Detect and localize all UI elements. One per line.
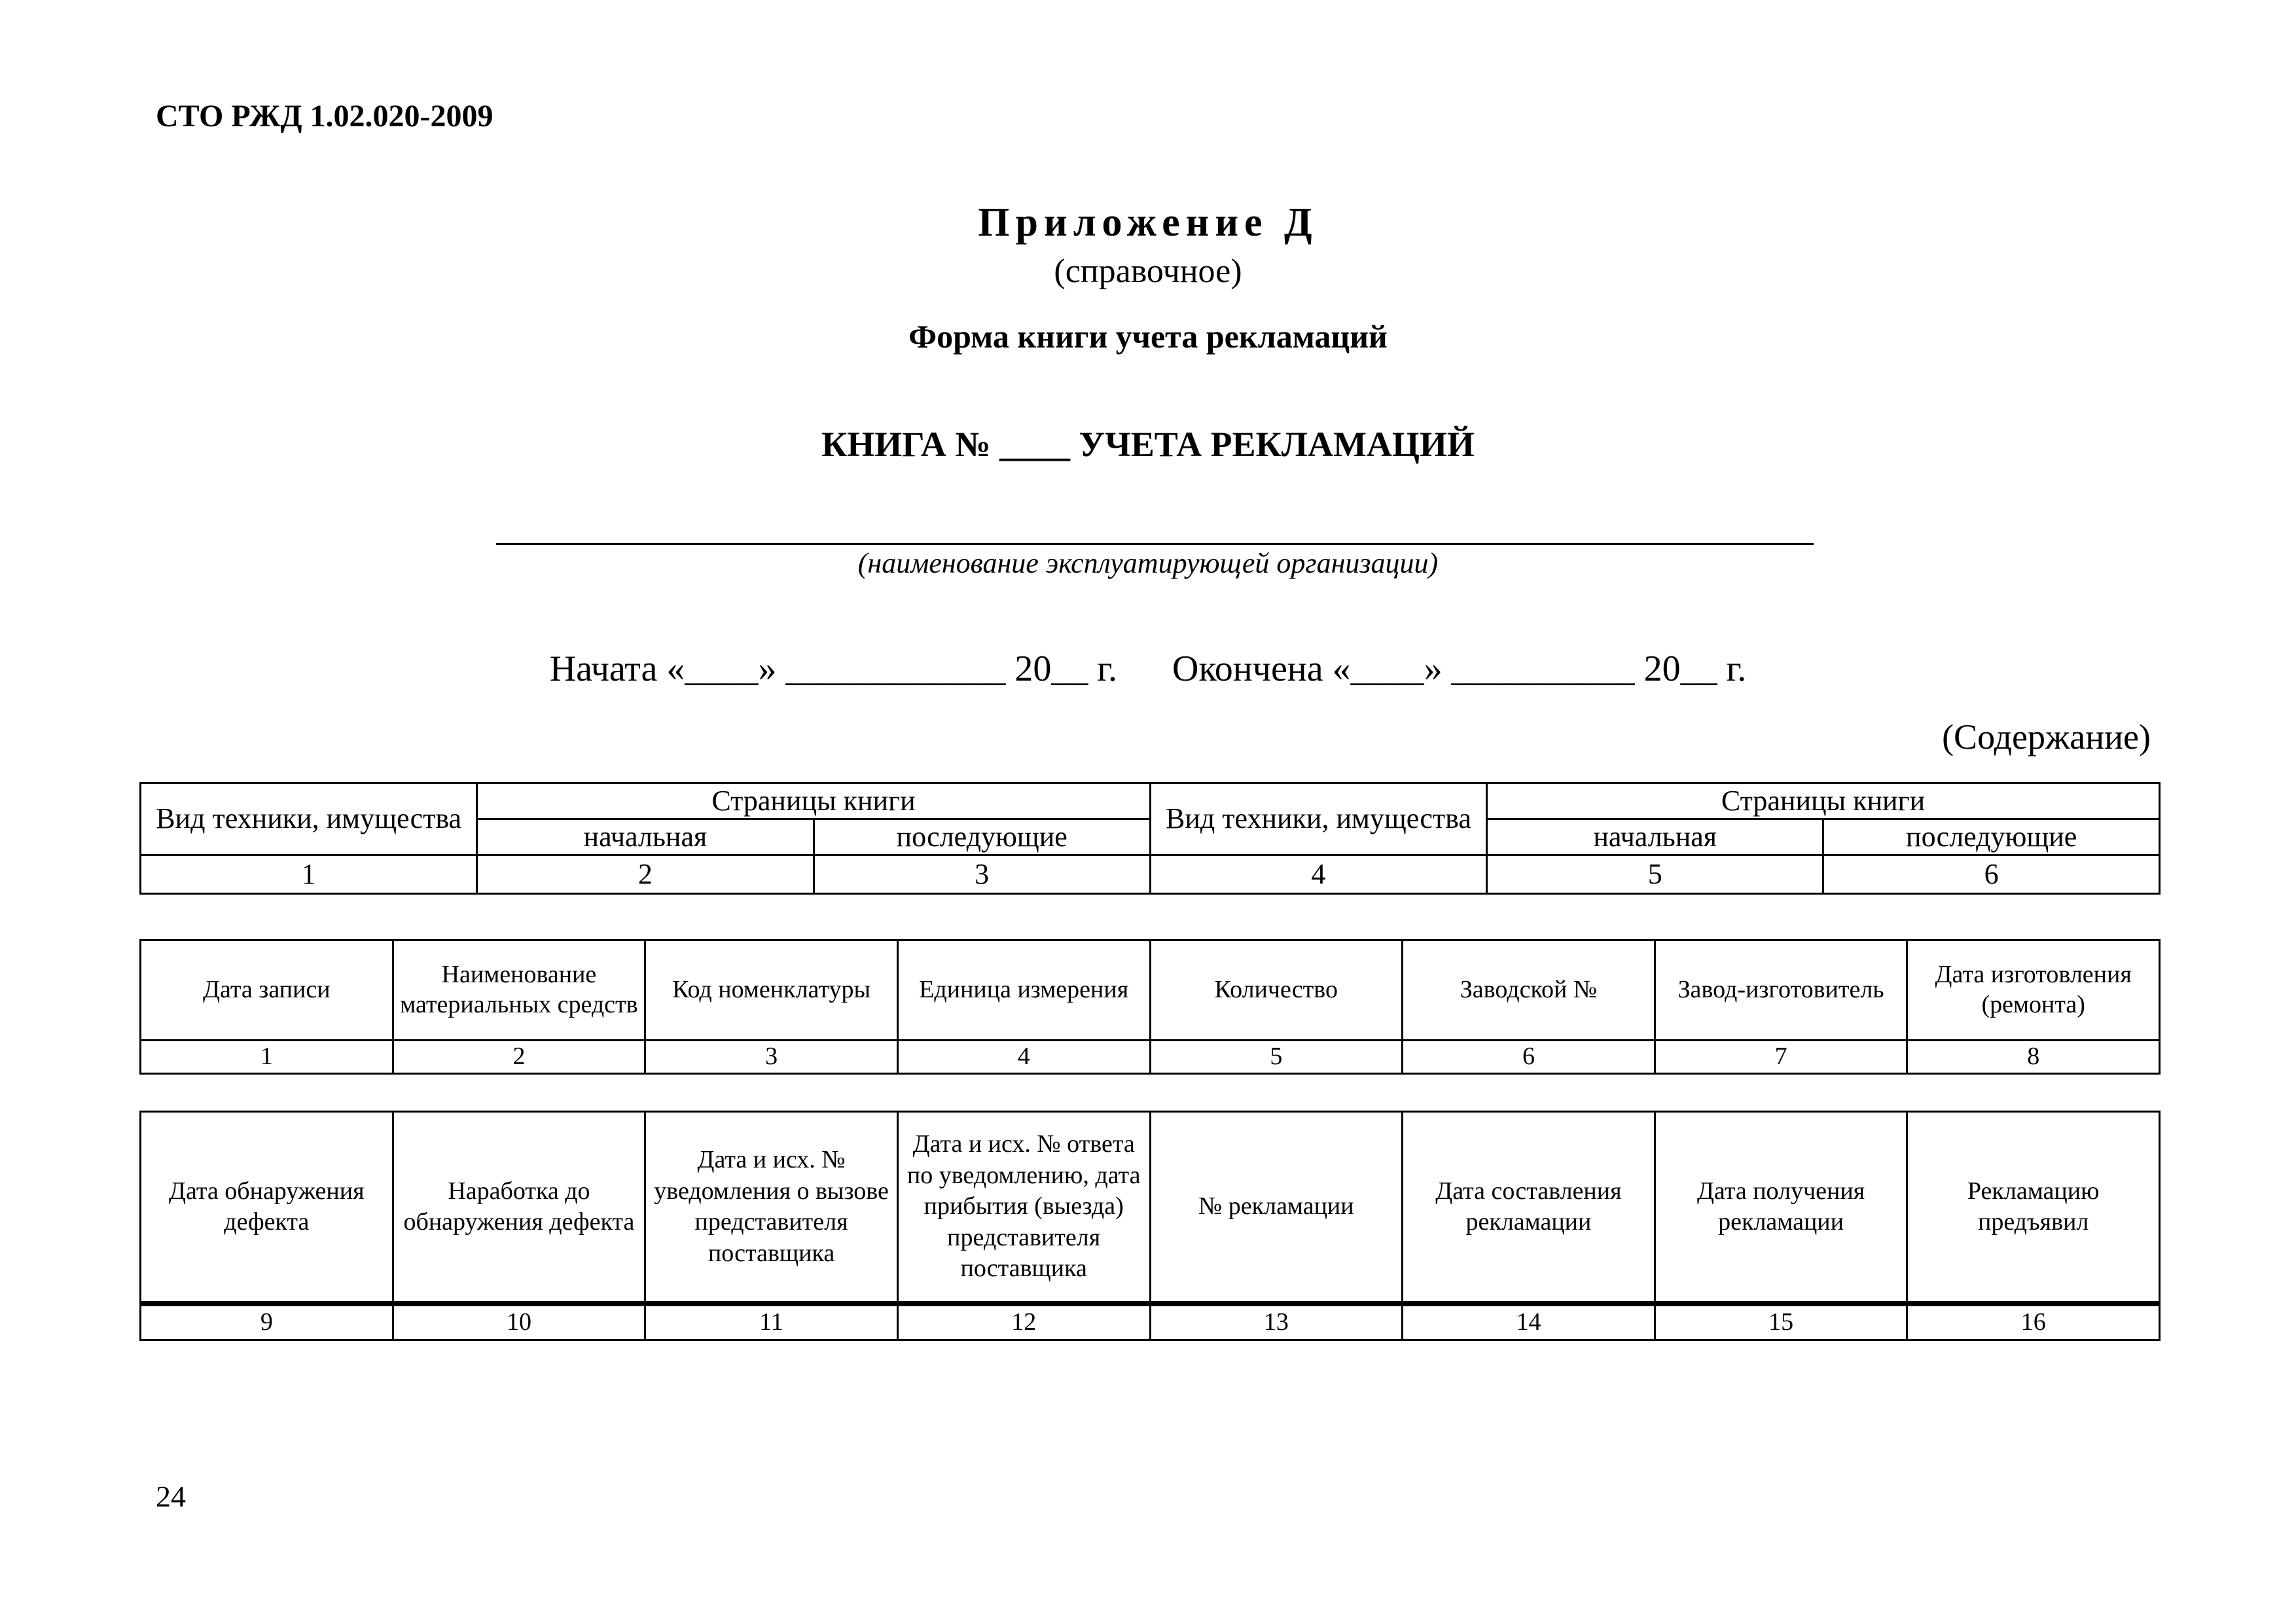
organization-caption: (наименование эксплуатирующей организации) (857, 547, 1439, 579)
column-number: 1 (141, 1041, 393, 1074)
appendix-title: Приложение Д (978, 200, 1318, 245)
header-material-name: Наименование материальных средств (393, 940, 645, 1041)
appendix-subtitle: (справочное) (1054, 253, 1242, 290)
header-supplier-response: Дата и исх. № ответа по уведомлению, дата прибытия (выезда) представителя поставщика (897, 1112, 1150, 1304)
header-start-page-2: начальная (1487, 819, 1823, 855)
column-number: 6 (1823, 855, 2160, 894)
header-claim-submitter: Рекламацию предъявил (1907, 1112, 2160, 1304)
column-number: 1 (141, 855, 477, 894)
contents-table (139, 782, 2161, 895)
header-manufacturer: Завод-изготовитель (1655, 940, 1907, 1041)
records-table-part-2 (139, 1111, 2161, 1341)
column-number: 11 (645, 1304, 898, 1340)
started-date: Начата «____» ____________ 20__ г. (549, 649, 1117, 689)
header-quantity: Количество (1150, 940, 1403, 1041)
column-number: 16 (1907, 1304, 2160, 1340)
form-title: Форма книги учета рекламаций (908, 318, 1388, 355)
column-number: 8 (1907, 1041, 2160, 1074)
header-claim-creation-date: Дата составления рекламации (1403, 1112, 1655, 1304)
header-unit: Единица измерения (897, 940, 1150, 1041)
header-claim-number: № рекламации (1150, 1112, 1403, 1304)
column-number: 6 (1403, 1041, 1655, 1074)
column-number: 10 (393, 1304, 645, 1340)
ended-date: Окончена «____» __________ 20__ г. (1172, 649, 1747, 689)
header-equipment-type-2: Вид техники, имущества (1150, 783, 1486, 855)
header-serial-number: Заводской № (1403, 940, 1655, 1041)
contents-label: (Содержание) (1942, 717, 2151, 757)
column-numbers-row (141, 855, 2160, 894)
column-number: 4 (897, 1041, 1150, 1074)
book-title: КНИГА № ____ УЧЕТА РЕКЛАМАЦИЙ (821, 425, 1475, 464)
column-number: 2 (393, 1041, 645, 1074)
column-numbers-row (141, 1041, 2160, 1074)
table-header-row (141, 783, 2160, 819)
header-operating-time: Наработка до обнаружения дефекта (393, 1112, 645, 1304)
header-equipment-type: Вид техники, имущества (141, 783, 477, 855)
header-manufacture-date: Дата изготовления (ремонта) (1907, 940, 2160, 1041)
document-code: СТО РЖД 1.02.020-2009 (156, 99, 493, 134)
header-book-pages: Страницы книги (477, 783, 1151, 819)
dates-line (0, 648, 2296, 690)
page-number: 24 (156, 1480, 186, 1513)
table-header-row (141, 940, 2160, 1041)
header-supplier-call-notice: Дата и исх. № уведомления о вызове представителя поставщика (645, 1112, 898, 1304)
header-nomenclature-code: Код номенклатуры (645, 940, 898, 1041)
column-number: 3 (814, 855, 1150, 894)
header-record-date: Дата записи (141, 940, 393, 1041)
header-next-pages-2: последующие (1823, 819, 2160, 855)
header-start-page: начальная (477, 819, 814, 855)
column-numbers-row (141, 1304, 2160, 1340)
header-next-pages: последующие (814, 819, 1150, 855)
column-number: 9 (141, 1304, 393, 1340)
header-book-pages-2: Страницы книги (1487, 783, 2160, 819)
header-defect-detection-date: Дата обнаружения дефекта (141, 1112, 393, 1304)
column-number: 5 (1487, 855, 1823, 894)
column-number: 13 (1150, 1304, 1403, 1340)
column-number: 5 (1150, 1041, 1403, 1074)
header-claim-receipt-date: Дата получения рекламации (1655, 1112, 1907, 1304)
column-number: 2 (477, 855, 814, 894)
column-number: 14 (1403, 1304, 1655, 1340)
column-number: 12 (897, 1304, 1150, 1340)
table-header-row (141, 1112, 2160, 1304)
records-table-part-1 (139, 939, 2161, 1075)
column-number: 4 (1150, 855, 1486, 894)
column-number: 15 (1655, 1304, 1907, 1340)
column-number: 3 (645, 1041, 898, 1074)
column-number: 7 (1655, 1041, 1907, 1074)
organization-name-line (496, 543, 1814, 545)
